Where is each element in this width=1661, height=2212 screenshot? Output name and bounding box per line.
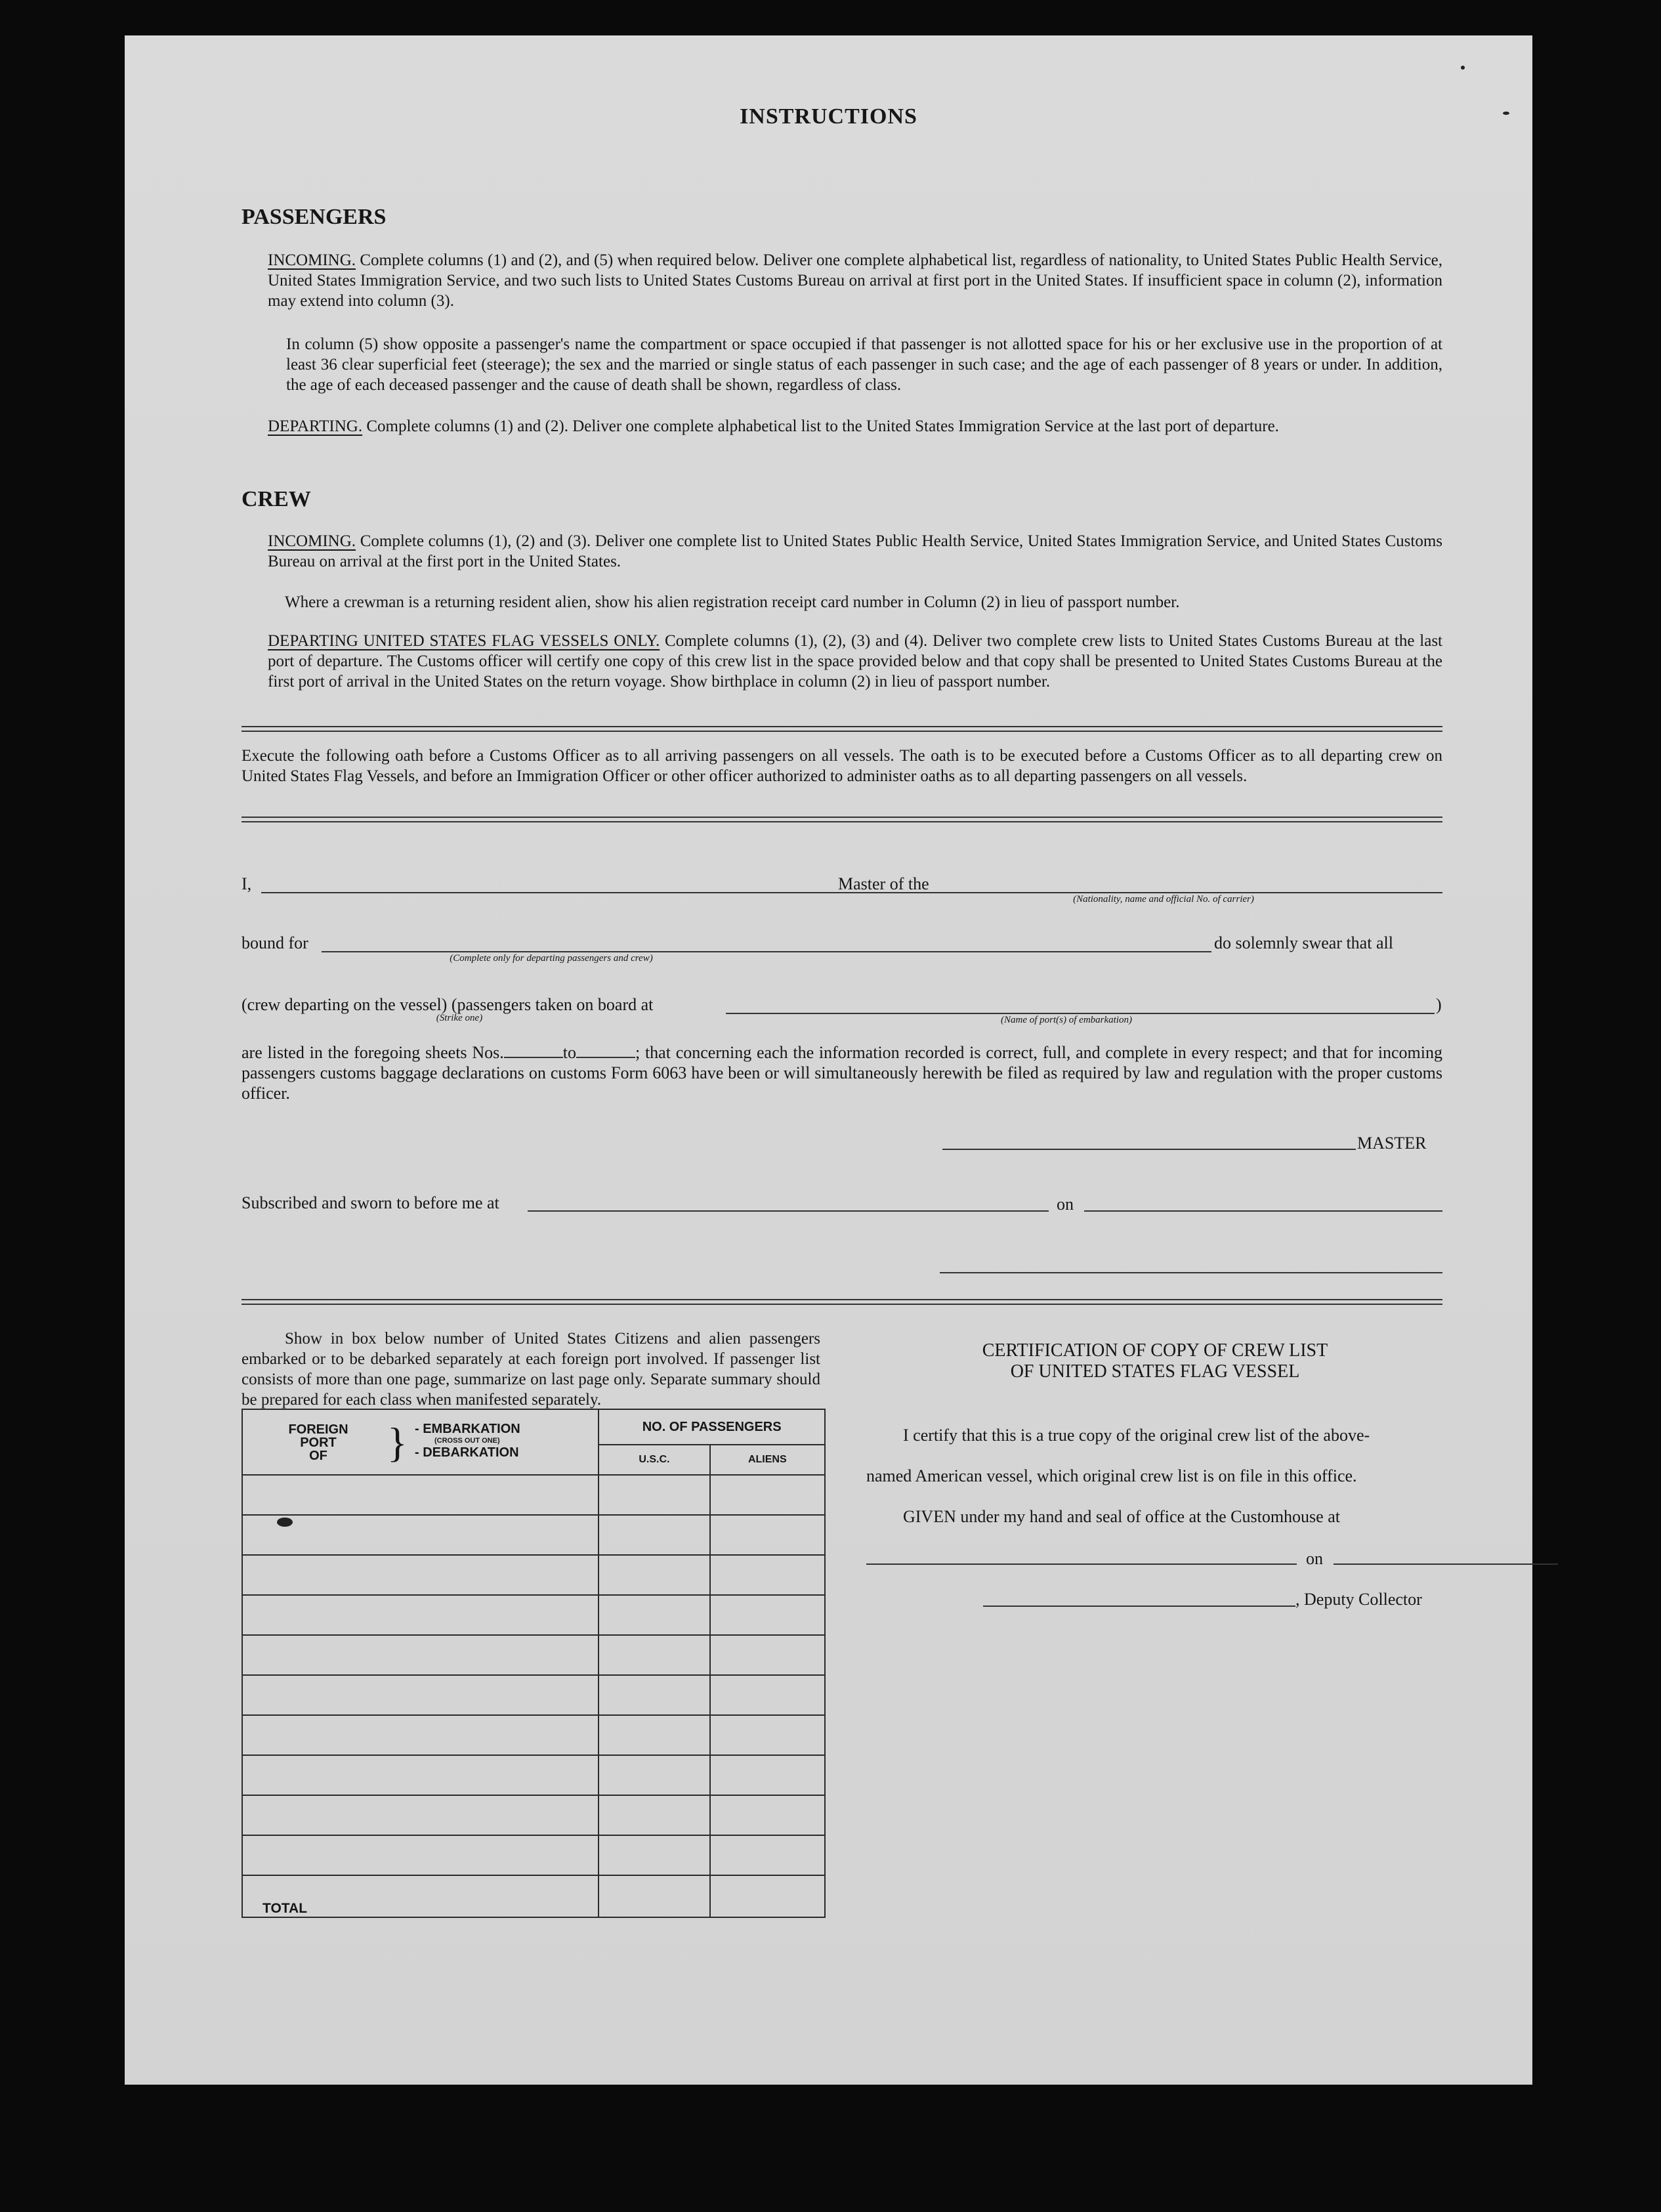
page-title: INSTRUCTIONS xyxy=(740,104,917,129)
divider-3 xyxy=(242,1299,1442,1305)
aliens-cell[interactable] xyxy=(710,1515,825,1555)
certification-heading-2: OF UNITED STATES FLAG VESSEL xyxy=(1010,1361,1300,1382)
usc-header: U.S.C. xyxy=(599,1445,709,1475)
summary-instructions: Show in box below number of United States Citizens and alien passengers embarked or to be debarked separately at each foreign port involved. If passenger list consists of more than one page, summarize on last page only. Separate summary should be prepared for each class when manifested separately. xyxy=(242,1330,820,1409)
summary-row xyxy=(242,1835,825,1875)
aliens-header: ALIENS xyxy=(710,1445,825,1475)
foreign-label: FOREIGN xyxy=(288,1422,348,1437)
summary-row xyxy=(242,1555,825,1595)
brace-icon: } xyxy=(387,1419,408,1466)
certify-line-2: named American vessel, which original crew list is on file in this office. xyxy=(866,1466,1357,1485)
usc-cell[interactable] xyxy=(599,1595,709,1635)
sworn-place-field[interactable] xyxy=(528,1210,1049,1212)
certification-heading-1: CERTIFICATION OF COPY OF CREW LIST xyxy=(982,1340,1328,1361)
crew-incoming-label: INCOMING. xyxy=(268,532,356,550)
embarkation-port-field[interactable] xyxy=(726,1013,1435,1014)
crew-departing-label: DEPARTING UNITED STATES FLAG VESSELS ONLY. xyxy=(268,632,660,650)
bound-note: (Complete only for departing passengers and crew) xyxy=(450,953,653,964)
aliens-cell[interactable] xyxy=(710,1555,825,1595)
summary-row xyxy=(242,1595,825,1635)
certify-date-field[interactable] xyxy=(1334,1563,1558,1565)
of-label: OF xyxy=(309,1449,327,1463)
usc-cell[interactable] xyxy=(599,1675,709,1715)
passengers-departing-paragraph xyxy=(268,416,1442,436)
aliens-cell[interactable] xyxy=(710,1595,825,1635)
port-note: (Name of port(s) of embarkation) xyxy=(1001,1015,1132,1025)
strike-note: (Strike one) xyxy=(436,1013,483,1023)
passengers-incoming-label: INCOMING. xyxy=(268,251,356,269)
usc-total-cell[interactable] xyxy=(599,1875,709,1917)
port-label: PORT xyxy=(300,1436,337,1450)
summary-row xyxy=(242,1515,825,1555)
crew-heading: CREW xyxy=(242,487,311,511)
ink-spot xyxy=(277,1518,293,1527)
crew-departing-label: (crew departing on the vessel) (passengers taken on board at xyxy=(242,995,654,1014)
close-paren: ) xyxy=(1436,995,1442,1014)
listed-text-a: are listed in the foregoing sheets Nos. xyxy=(242,1043,504,1062)
no-passengers-header: NO. OF PASSENGERS xyxy=(599,1409,825,1445)
certify-line-3: GIVEN under my hand and seal of office at the Customhouse at xyxy=(903,1507,1340,1526)
oath-listed-paragraph xyxy=(242,1042,1442,1103)
summary-row xyxy=(242,1715,825,1755)
certify-line-1: I certify that this is a true copy of the original crew list of the above- xyxy=(903,1426,1370,1445)
subscribed-label: Subscribed and sworn to before me at xyxy=(242,1193,499,1212)
aliens-cell[interactable] xyxy=(710,1715,825,1755)
debarkation-label[interactable]: - DEBARKATION xyxy=(415,1445,519,1460)
aliens-cell[interactable] xyxy=(710,1635,825,1675)
port-cell[interactable] xyxy=(242,1755,599,1795)
summary-row xyxy=(242,1475,825,1515)
certification-heading xyxy=(866,1340,1444,1382)
usc-cell[interactable] xyxy=(599,1715,709,1755)
passengers-incoming-text: Complete columns (1) and (2), and (5) when required below. Deliver one complete alphabetical list, regardless of nationality, to United States Public Health Service, United States Immigration Service, and two such lists to United States Customs Bureau on arrival at first port in the United States. If insufficient space in column (2), information may extend into column (3). xyxy=(268,251,1443,310)
sworn-on-label: on xyxy=(1057,1195,1074,1214)
port-cell[interactable] xyxy=(242,1475,599,1515)
listed-text-b: ; that concerning each the information recorded is correct, full, and complete in every respect; and that for incoming passengers customs baggage declarations on customs Form 6063 have been or will simultaneously herewith be filed as required by law and regulation with the proper customs officer. xyxy=(242,1043,1442,1103)
port-cell[interactable] xyxy=(242,1515,599,1555)
aliens-cell[interactable] xyxy=(710,1835,825,1875)
sworn-date-field[interactable] xyxy=(1084,1210,1442,1212)
swear-label: do solemnly swear that all xyxy=(1214,933,1393,952)
aliens-cell[interactable] xyxy=(710,1795,825,1835)
port-cell[interactable] xyxy=(242,1835,599,1875)
master-of-label: Master of the xyxy=(838,874,929,893)
crew-resident-paragraph: Where a crewman is a returning resident alien, show his alien registration receipt card number in Column (2) in lieu of passport number. xyxy=(285,593,1180,611)
oath-i-label: I, xyxy=(242,874,252,893)
divider-1 xyxy=(242,726,1442,732)
passengers-heading: PASSENGERS xyxy=(242,205,387,229)
usc-cell[interactable] xyxy=(599,1835,709,1875)
embarkation-label[interactable]: - EMBARKATION xyxy=(415,1422,520,1436)
port-cell[interactable] xyxy=(242,1555,599,1595)
usc-cell[interactable] xyxy=(599,1795,709,1835)
bound-for-field[interactable] xyxy=(322,951,1211,952)
passenger-summary-table xyxy=(242,1409,826,1918)
port-cell[interactable] xyxy=(242,1595,599,1635)
master-signature-field[interactable] xyxy=(942,1149,1356,1150)
ink-spot xyxy=(1461,66,1465,70)
sheet-to-field[interactable] xyxy=(576,1056,635,1058)
deputy-collector-label: , Deputy Collector xyxy=(1295,1590,1422,1609)
crew-departing-text: Complete columns (1), (2), (3) and (4). Deliver two complete crew lists to United States Customs Bureau at the last port of departure. The Customs officer will certify one copy of this crew list in the space provided below and that copy shall be presented to United States Customs Bureau at the first port of arrival in the United States on the return voyage. Show birthplace in column (2) in lieu of passport number. xyxy=(268,632,1442,691)
ink-spot xyxy=(1503,112,1509,115)
total-row xyxy=(242,1875,825,1917)
crew-incoming-text: Complete columns (1), (2) and (3). Deliver one complete list to United States Public Health Service, United States Immigration Service, and United States Customs Bureau on arrival at the first port in the United States. xyxy=(268,532,1442,570)
divider-2 xyxy=(242,817,1442,822)
port-header-cell xyxy=(242,1409,599,1475)
passengers-incoming-paragraph xyxy=(268,250,1442,311)
aliens-total-cell[interactable] xyxy=(710,1875,825,1917)
aliens-cell[interactable] xyxy=(710,1675,825,1715)
passengers-departing-text: Complete columns (1) and (2). Deliver one complete alphabetical list to the United States Immigration Service at the last port of departure. xyxy=(366,417,1279,435)
usc-cell[interactable] xyxy=(599,1555,709,1595)
officer-signature-field[interactable] xyxy=(940,1272,1442,1273)
bound-for-label: bound for xyxy=(242,933,308,952)
certify-on-label: on xyxy=(1306,1549,1323,1568)
usc-cell[interactable] xyxy=(599,1635,709,1675)
usc-cell[interactable] xyxy=(599,1475,709,1515)
customhouse-field[interactable] xyxy=(866,1563,1297,1565)
listed-to: to xyxy=(562,1043,576,1062)
aliens-cell[interactable] xyxy=(710,1475,825,1515)
summary-row xyxy=(242,1795,825,1835)
port-cell[interactable] xyxy=(242,1635,599,1675)
master-label: MASTER xyxy=(1357,1134,1427,1153)
usc-cell[interactable] xyxy=(599,1515,709,1555)
summary-row xyxy=(242,1675,825,1715)
carrier-field[interactable] xyxy=(940,892,1442,893)
port-cell[interactable] xyxy=(242,1795,599,1835)
crew-incoming-paragraph xyxy=(268,531,1442,572)
port-cell[interactable] xyxy=(242,1675,599,1715)
passengers-departing-label: DEPARTING. xyxy=(268,417,363,435)
usc-cell[interactable] xyxy=(599,1755,709,1795)
cross-out-label: (CROSS OUT ONE) xyxy=(434,1437,500,1445)
oath-intro: Execute the following oath before a Customs Officer as to all arriving passengers on all vessels. The oath is to be executed before a Customs Officer as to all departing crew on United States Flag Vessels, and before an Immigration Officer or other officer authorized to administer oaths as to all departing passengers on all vessels. xyxy=(242,747,1442,785)
total-label: TOTAL xyxy=(242,1875,599,1917)
passengers-column5-paragraph: In column (5) show opposite a passenger's name the compartment or space occupied if that passenger is not allotted space for his or her exclusive use in the proportion of at least 36 clear superficial feet (steerage); the sex and the married or single status of each passenger in such case; and the age of each passenger of 8 years or under. In addition, the age of each deceased passenger and the cause of death shall be shown, regardless of class. xyxy=(286,335,1442,394)
form-page xyxy=(125,35,1532,2085)
sheet-from-field[interactable] xyxy=(504,1056,563,1058)
port-cell[interactable] xyxy=(242,1715,599,1755)
crew-departing-paragraph xyxy=(268,631,1442,692)
carrier-note: (Nationality, name and official No. of carrier) xyxy=(1073,894,1254,904)
aliens-cell[interactable] xyxy=(710,1755,825,1795)
deputy-signature-field[interactable] xyxy=(983,1606,1295,1607)
summary-row xyxy=(242,1755,825,1795)
summary-row xyxy=(242,1635,825,1675)
